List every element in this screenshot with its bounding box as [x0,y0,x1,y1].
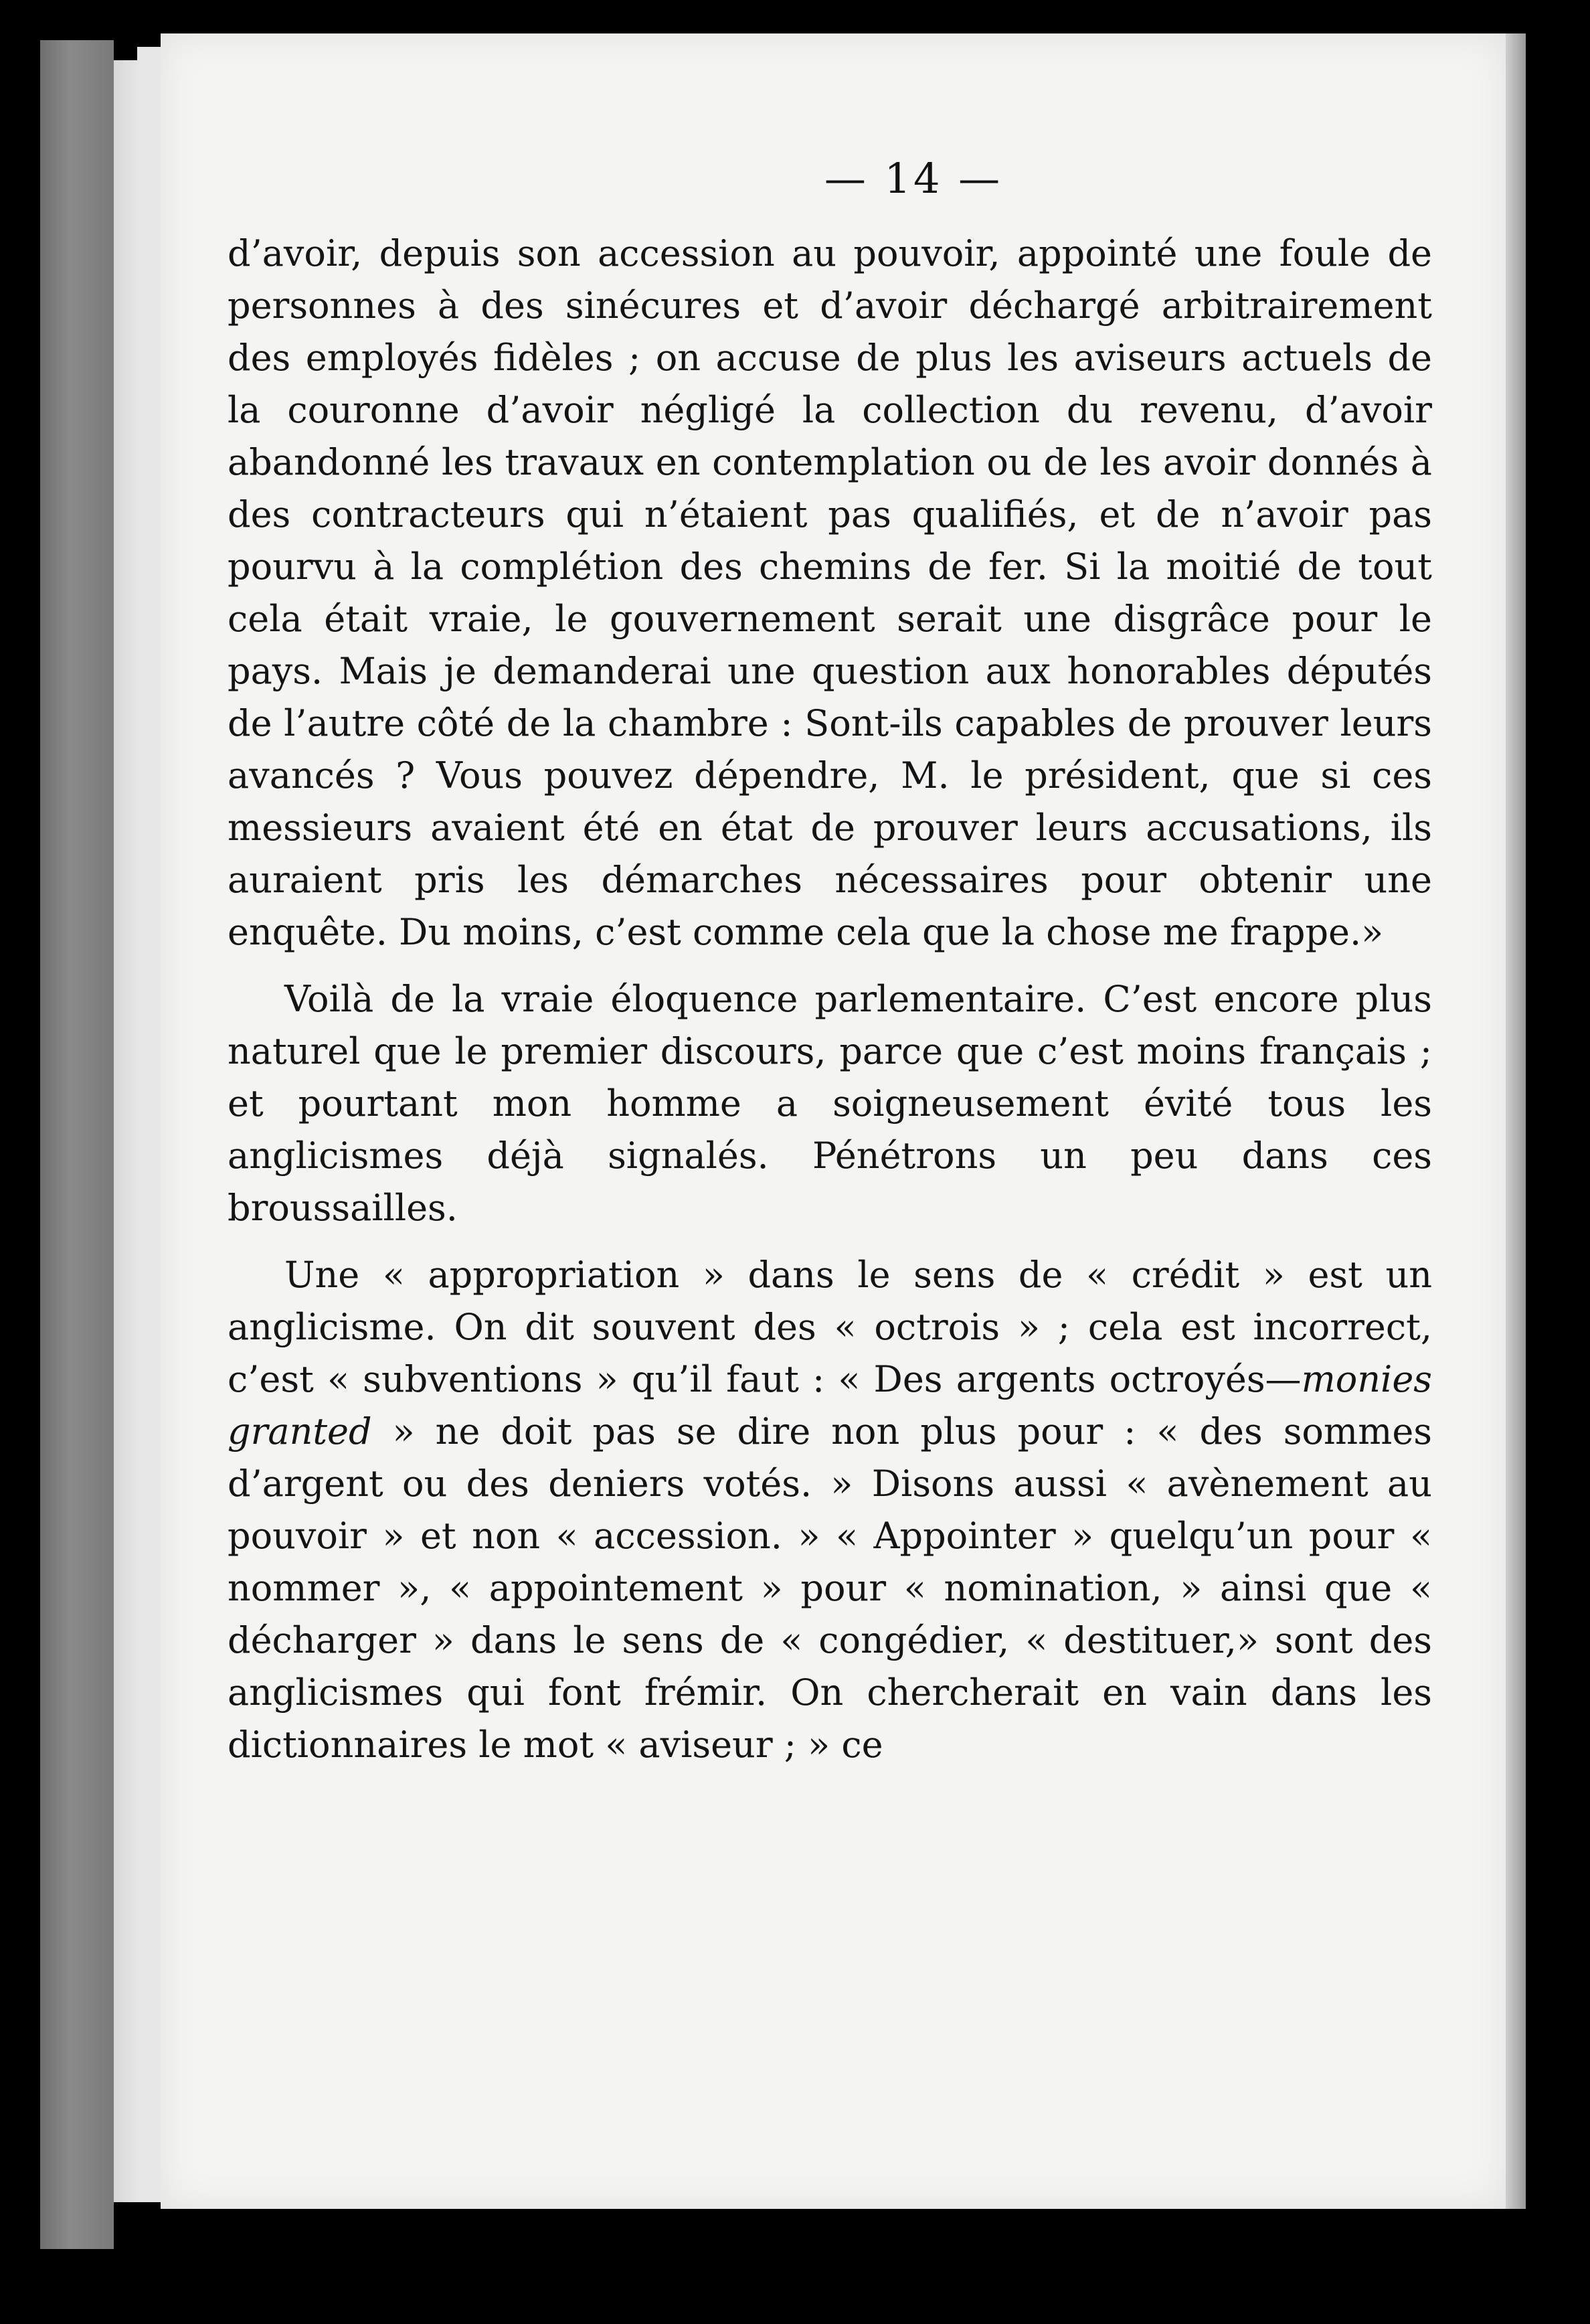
paragraph: d’avoir, depuis son accession au pouvoir, appointé une foule de personnes à des sinécures et d’avoir déchargé arbitrairement des employés fidèles ; on accuse de plus les aviseurs actuels de la couronne d’avoir négligé la collection du revenu, d’avoir abandonné les travaux en contemplation ou de les avoir donnés à des contracteurs qui n’étaient pas qualifiés, et de n’avoir pas pourvu à la complétion des chemins de fer. Si la moitié de tout cela était vraie, le gouvernement serait une disgrâce pour le pays. Mais je demanderai une question aux honorables députés de l’autre côté de la chambre : Sont-ils capables de prouver leurs avancés ? Vous pouvez dépendre, M. le président, que si ces messieurs avaient été en état de prouver leurs accusations, ils auraient pris les démarches nécessaires pour obtenir une enquête. Du moins, c’est comme cela que la chose me frappe.» [228,232,1432,953]
page-number: — 14 — [824,154,1003,203]
book-spine-edge [40,40,114,2249]
page-right-edge [1506,33,1526,2209]
paragraph: Voilà de la vraie éloquence parlementaire. C’est encore plus naturel que le premier discours, parce que c’est moins français ; et pourtant mon homme a soigneusement évité tous les anglicismes déjà signalés. Pénétrons un peu dans ces broussailles. [228,978,1432,1229]
italic-english-phrase: monies granted [228,1358,1432,1452]
page-body-text [228,228,1432,1771]
paragraph [228,1249,1432,1771]
paragraph-text-segment: Une « appropriation » dans le sens de « crédit » est un anglicisme. On dit souvent des « octrois » ; cela est incorrect, c’est « subventions » qu’il faut : « Des argents octroyés— [228,1254,1432,1400]
paragraph-text-segment: » ne doit pas se dire non plus pour : « des sommes d’argent ou des deniers votés. » Disons aussi « avènement au pouvoir » et non « accession. » « Appointer » quelqu’un pour « nommer », « appointement » pour « nomination, » ainsi que « décharger » dans le sens de « congédier, « destituer,» sont des anglicismes qui font frémir. On chercherait en vain dans les dictionnaires le mot « aviseur ; » ce [228,1410,1432,1766]
